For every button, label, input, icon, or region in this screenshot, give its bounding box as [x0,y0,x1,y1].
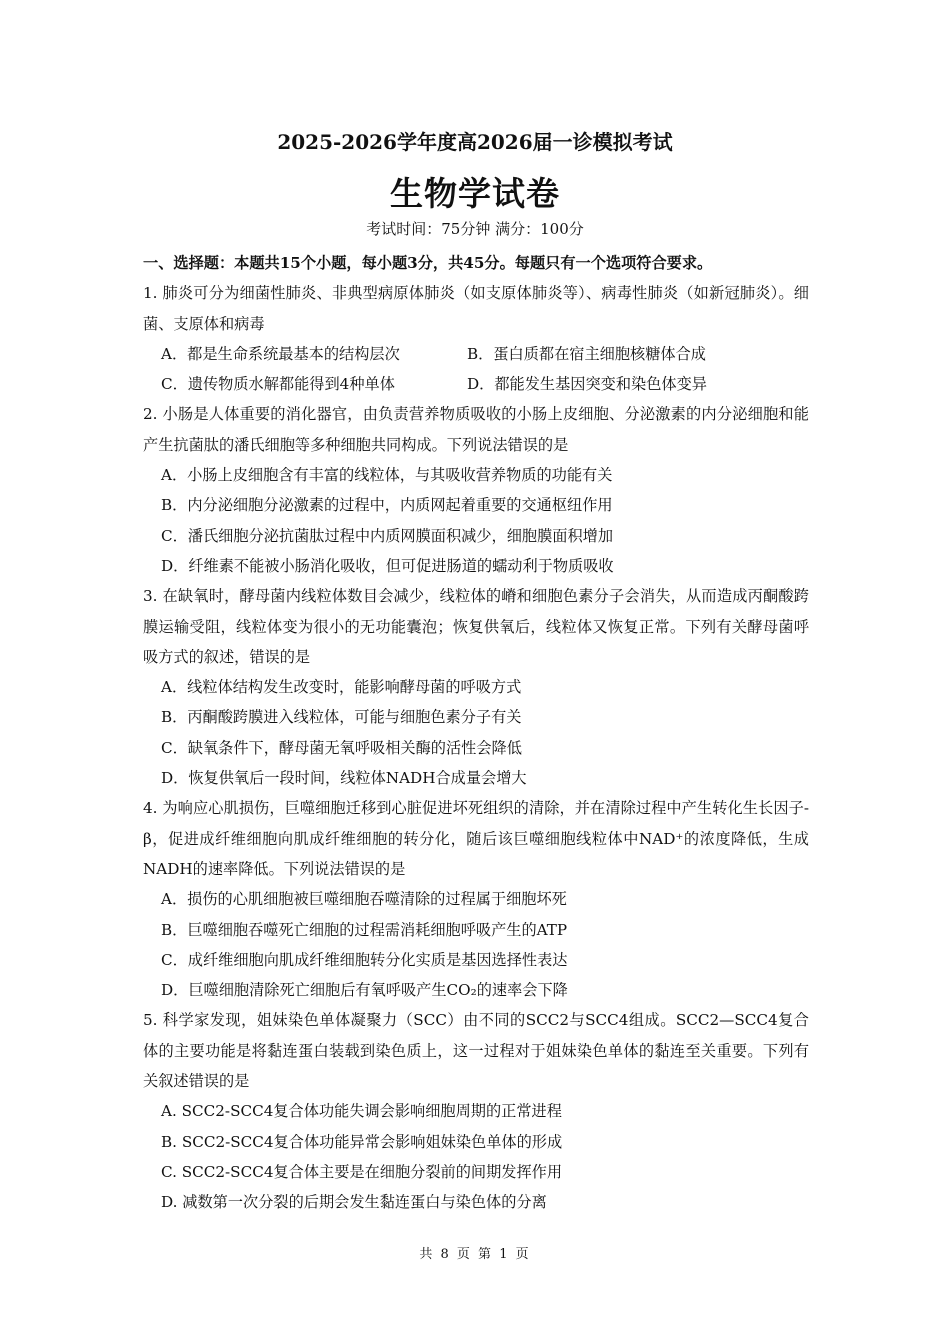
question-2 [143,399,809,581]
option-c: C．潘氏细胞分泌抗菌肽过程中内质网膜面积减少，细胞膜面积增加 [161,526,614,545]
option-a: A．小肠上皮细胞含有丰富的线粒体，与其吸收营养物质的功能有关 [161,466,613,485]
question-stem: 4. 为响应心肌损伤，巨噬细胞迁移到心脏促进坏死组织的清除，并在清除过程中产生转化生长因子-β，促进成纤维细胞向肌成纤维细胞的转分化，随后该巨噬细胞线粒体中NAD⁺的浓度降低，生成NADH的速率降低。下列说法错误的是 [143,799,809,878]
section-heading: 一、选择题：本题共15个小题，每小题3分，共45分。每题只有一个选项符合要求。 [143,254,713,272]
option-b: B．蛋白质都在宿主细胞核糖体合成 [467,344,706,363]
option-a: A．都是生命系统最基本的结构层次 [161,344,400,363]
question-5 [143,1005,809,1217]
exam-content [143,248,809,1218]
question-stem: 2. 小肠是人体重要的消化器官，由负责营养物质吸收的小肠上皮细胞、分泌激素的内分泌细胞和能产生抗菌肽的潘氏细胞等多种细胞共同构成。下列说法错误的是 [143,405,809,454]
option-c: C. SCC2-SCC4复合体主要是在细胞分裂前的间期发挥作用 [161,1162,563,1181]
question-1 [143,278,809,399]
option-c: C．成纤维细胞向肌成纤维细胞转分化实质是基因选择性表达 [161,950,568,969]
option-a: A. SCC2-SCC4复合体功能失调会影响细胞周期的正常进程 [161,1102,562,1121]
question-4 [143,793,809,1005]
option-b: B．巨噬细胞吞噬死亡细胞的过程需消耗细胞呼吸产生的ATP [161,920,568,939]
question-stem: 3. 在缺氧时，酵母菌内线粒体数目会减少，线粒体的嵴和细胞色素分子会消失，从而造成丙酮酸跨膜运输受阻，线粒体变为很小的无功能囊泡；恢复供氧后，线粒体又恢复正常。下列有关酵母菌呼吸方式的叙述，错误的是 [143,587,809,666]
option-d: D．巨噬细胞清除死亡细胞后有氧呼吸产生CO₂的速率会下降 [161,981,568,1000]
option-d: D．纤维素不能被小肠消化吸收，但可促进肠道的蠕动利于物质吸收 [161,556,614,575]
question-3 [143,581,809,793]
subject-title: 生物学试卷 [390,174,560,213]
option-a: A．线粒体结构发生改变时，能影响酵母菌的呼吸方式 [161,678,522,697]
option-a: A．损伤的心肌细胞被巨噬细胞吞噬清除的过程属于细胞坏死 [161,890,567,909]
option-c: C．遗传物质水解都能得到4种单体 [161,375,395,394]
option-b: B. SCC2-SCC4复合体功能异常会影响姐妹染色单体的形成 [161,1132,563,1151]
option-c: C．缺氧条件下，酵母菌无氧呼吸相关酶的活性会降低 [161,738,522,757]
option-d: D. 减数第一次分裂的后期会发生黏连蛋白与染色体的分离 [161,1193,547,1212]
question-stem: 1. 肺炎可分为细菌性肺炎、非典型病原体肺炎（如支原体肺炎等）、病毒性肺炎（如新冠肺炎）。细菌、支原体和病毒 [143,284,809,333]
option-d: D．都能发生基因突变和染色体变异 [467,375,707,394]
option-b: B．内分泌细胞分泌激素的过程中，内质网起着重要的交通枢纽作用 [161,496,613,515]
exam-title: 2025-2026学年度高2026届一诊模拟考试 [277,130,673,154]
question-stem: 5. 科学家发现，姐妹染色单体凝聚力（SCC）由不同的SCC2与SCC4组成。SCC2—SCC4复合体的主要功能是将黏连蛋白装载到染色质上，这一过程对于姐妹染色单体的黏连至关重要。下列有关叙述错误的是 [143,1011,809,1091]
option-b: B．丙酮酸跨膜进入线粒体，可能与细胞色素分子有关 [161,708,522,727]
exam-info: 考试时间：75分钟 满分：100分 [366,220,584,238]
option-d: D．恢复供氧后一段时间，线粒体NADH合成量会增大 [161,769,527,788]
page-footer: 共 8 页 第 1 页 [419,1247,531,1262]
question-options [143,339,809,400]
